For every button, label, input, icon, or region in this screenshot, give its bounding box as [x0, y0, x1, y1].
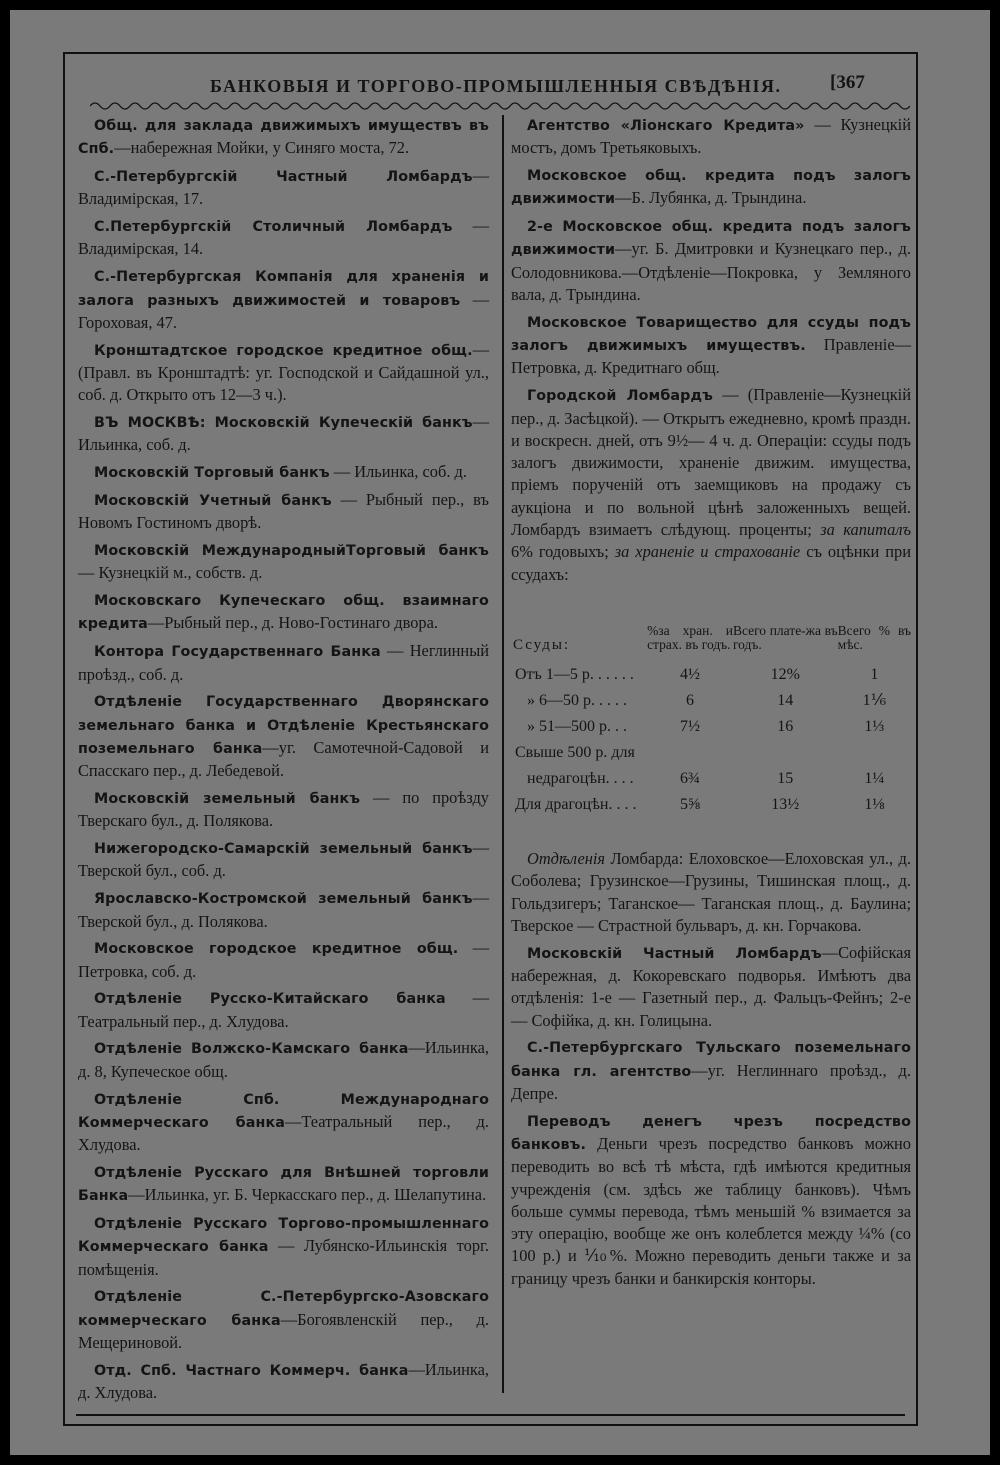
rates-cell-storage: 6¾ [680, 769, 700, 787]
rates-cell-label: » 51—500 р. . . [527, 717, 627, 735]
entry-name: Московскій МеждународныйТорговый банкъ [94, 543, 489, 560]
entry-name: Ярославско-Костромской земельный банкъ [94, 891, 473, 908]
directory-entry [78, 787, 489, 833]
rates-cell-label: Свыше 500 р. для [515, 743, 635, 761]
entry-text: —уг. Самотечной-Садовой и Спасскаго пер., д. Лебедевой. [78, 737, 489, 781]
entry-text: Правленіе— Петровка, д. Кредитнаго общ. [511, 335, 912, 378]
entry-text: —уг. Б. Дмитровки и Кузнецкаго пер., д. Солодовникова.—Отдѣленіе—Покровка, у Земляного вала, д. Трындина. [511, 239, 911, 305]
directory-entry [511, 114, 911, 160]
rates-header-loans: Ссуды: [513, 636, 571, 653]
rates-row [513, 688, 911, 714]
branches-text: Ломбарда: Елоховское—Елоховская ул., д. Соболева; Грузинское—Грузины, Тишинская площ., д. Гольдзигеръ; Таганское— Таганская площ., д. Баулина; Тверское — Страстной бульваръ, д. кн. Горчакова. [511, 848, 911, 935]
entry-text: — Кузнецкій м., собств. д. [78, 563, 263, 583]
directory-entry [78, 114, 489, 161]
entry-name: Московскій земельный банкъ [94, 791, 361, 808]
rates-row [513, 740, 911, 766]
rates-cell-year [733, 740, 838, 766]
entry-name: С.-Петербургская Компанія для храненія и залога разныхъ движимостей и товаровъ [78, 269, 489, 309]
entry-name: Нижегородско-Самарскій земельный банкъ [94, 841, 473, 858]
rates-cell-year: 12% [770, 665, 800, 683]
entry-text: съ оцѣнки при ссудахъ: [511, 542, 912, 584]
entry-name: Отд. Спб. Частнаго Коммерч. банка [94, 1362, 409, 1379]
rates-cell-label: Для драгоцѣн. . . . [515, 795, 637, 813]
directory-entry [78, 339, 489, 407]
directory-entry [78, 539, 489, 585]
rates-cell-label: » 6—50 р. . . . . [527, 691, 627, 709]
directory-entry [511, 164, 911, 211]
entry-name: Отдѣленіе Русско-Китайскаго банка [94, 991, 446, 1008]
rates-cell-year: 15 [777, 769, 794, 787]
entry-text: — Тверской бул., соб. д. [78, 838, 489, 881]
entry-text: —Богоявленскій пер., д. Мещериновой. [78, 1309, 489, 1353]
entry-name: Отдѣленіе Волжско-Камскаго банка [94, 1041, 409, 1058]
directory-entry [78, 640, 489, 686]
directory-entry [78, 461, 489, 484]
directory-entry [78, 1037, 489, 1083]
directory-entry [78, 887, 489, 933]
rates-cell-storage: 7½ [680, 717, 700, 735]
directory-entry [78, 937, 489, 983]
entry-name: ВЪ МОСКВѢ: Московскій Купеческій банкъ [94, 415, 473, 432]
entry-name: Городской Ломбардъ [527, 388, 713, 405]
entry-text: —Владимірская, 17. [78, 166, 489, 209]
entry-text: —Софійская набережная, д. Кокоревскаго подворья. Имѣютъ два отдѣленія: 1-е — Газетный пер., д. Фальцъ-Фейнъ; 2-е — Софійка, д. кн. Голицына. [511, 942, 911, 1030]
directory-entry [78, 1161, 489, 1208]
entry-text: — Тверской бул., д. Полякова. [78, 888, 489, 931]
entry-name: Отдѣленіе С.-Петербургско-Азовскаго коммерческаго банка [78, 1289, 489, 1329]
entry-text: — (Правл. въ Кронштадтѣ: уг. Господской и Сайдашной ул., соб. д. Открыто отъ 12—3 ч.). [78, 339, 489, 405]
rates-cell-storage: 6 [686, 691, 694, 709]
rates-cell-month: 1⅓ [864, 717, 885, 735]
entry-text: —Ильинка, д. Хлудова. [78, 1359, 489, 1403]
entry-name: Московскій Частный Ломбардъ [527, 945, 822, 962]
entry-text: —Ильинка, уг. Б. Черкасскаго пер., д. Шелапутина. [128, 1185, 487, 1205]
entry-text: —набережная Мойки, у Синяго моста, 72. [114, 138, 410, 158]
entry-name: Контора Государственнаго Банка [94, 644, 381, 661]
entry-name: С.-Петербургскаго Тульскаго поземельнаго банка гл. агентство [511, 1040, 911, 1080]
entry-name: Московское городское кредитное общ. [94, 941, 459, 958]
directory-entry [78, 489, 489, 535]
directory-entry [78, 165, 489, 211]
directory-entry [511, 1110, 911, 1290]
left-column [78, 114, 489, 1409]
rates-row [513, 714, 911, 740]
entry-name: Отдѣленіе Русскаго Торгово-промышленнаго Коммерческаго банка [78, 1216, 489, 1256]
rates-cell-label: недрагоцѣн. . . . [527, 769, 634, 787]
entry-italic: за капиталъ [820, 520, 912, 540]
entry-name: Московскій Учетный банкъ [94, 492, 332, 509]
rates-row [513, 792, 911, 818]
directory-entry [511, 942, 911, 1032]
entry-text: —Театральный пер., д. Хлудова. [78, 1111, 489, 1155]
entry-name: Кронштадтское городское кредитное общ. [94, 342, 473, 359]
rates-cell-year: 14 [777, 691, 794, 709]
entry-text: — Рыбный пер., въ Новомъ Гостиномъ дворѣ. [78, 489, 489, 533]
rates-cell-month: 1⅙ [862, 691, 887, 709]
entry-name: Переводъ денегъ чрезъ посредство банковъ. [511, 1113, 911, 1153]
entry-italic: за храненіе и страхованіе [614, 542, 801, 562]
entry-text: — Ильинка, соб. д. [329, 462, 467, 482]
entry-text: — Неглинный проѣзд., соб. д. [78, 641, 489, 684]
rates-cell-storage [647, 740, 733, 766]
directory-entry [511, 215, 911, 306]
right-column [511, 114, 911, 1295]
page-header [75, 72, 905, 102]
rates-row [513, 662, 911, 688]
wavy-rule [90, 100, 910, 112]
entry-name: Московскій Торговый банкъ [94, 465, 330, 482]
entry-name: Отдѣленіе Русскаго для Внѣшней торговли Банка [78, 1164, 489, 1205]
rates-row [513, 766, 911, 792]
entry-text: —уг. Неглиннаго проѣзд., д. Депре. [511, 1060, 911, 1103]
directory-entry [78, 690, 489, 782]
entry-name: Отдѣленіе Государственнаго Дворянскаго земельнаго банка и Отдѣленіе Крестьянскаго поземельнаго банка [78, 694, 489, 757]
entry-name: Общ. для заклада движимыхъ имуществъ въ Спб. [78, 118, 489, 158]
entry-text: Деньги чрезъ посредство банковъ можно переводить во всѣ тѣ мѣста, гдѣ имѣются кредитныя учрежденія (см. здѣсь же таблицу банковъ). Чѣмъ больше суммы перевода, тѣмъ меньшій % взимается за эту операцію, вообще же онъ колеблется между ¼% (со 100 р.) и ⅒%. Можно переводить деньги также и за границу чрезъ банки и банкирскія конторы. [511, 1134, 911, 1288]
directory-entry [78, 837, 489, 883]
directory-entry [78, 1088, 489, 1157]
rates-table [513, 624, 911, 818]
entry-text: —Рыбный пер., д. Ново-Гостинаго двора. [147, 613, 438, 633]
entry-name: 2-е Московское общ. кредита подъ залогъ движимости [511, 219, 911, 259]
page-title: БАНКОВЫЯ И ТОРГОВО-ПРОМЫШЛЕННЫЯ СВѢДѢНІЯ. [210, 76, 782, 96]
entry-name: С.Петербургскій Столичный Ломбардъ [94, 219, 453, 236]
entry-name: Отдѣленіе Спб. Международнаго Коммерческаго банка [78, 1091, 489, 1131]
entry-text: — Ильинка, соб. д. [78, 412, 489, 455]
bottom-rule [76, 1414, 905, 1416]
rates-cell-month: 1⅛ [864, 795, 885, 813]
directory-entry [78, 589, 489, 636]
page-number: [367 [830, 72, 865, 93]
entry-text: — Кузнецкій мостъ, домъ Третьяковыхъ. [511, 115, 911, 158]
rates-cell-year: 16 [777, 717, 794, 735]
directory-entry [511, 1036, 911, 1105]
entry-name: Московскаго Купеческаго общ. взаимнаго кредита [78, 593, 489, 633]
rates-cell-storage: 4½ [680, 665, 700, 683]
branches-entry [511, 848, 911, 937]
rates-header-storage: %за хран. и страх. въ годъ. [647, 622, 733, 652]
rates-cell-month [838, 740, 911, 766]
directory-entry [78, 1212, 489, 1281]
entry-text: — по проѣзду Тверскаго бул., д. Полякова. [78, 788, 489, 831]
entry-text: —Б. Лубянка, д. Трындина. [615, 188, 807, 208]
directory-entry [78, 987, 489, 1033]
branches-label: Отдѣленія [527, 848, 606, 868]
entry-name: Московское Товарищество для ссуды подъ залогъ движимыхъ имуществъ. [511, 314, 911, 355]
directory-entry [78, 215, 489, 261]
entry-name: С.-Петербургскій Частный Ломбардъ [94, 169, 473, 186]
entry-text: — Петровка, соб. д. [78, 938, 489, 981]
rates-header-row [513, 624, 911, 662]
entry-text: — Лубянско-Ильинскія торг. помѣщенія. [78, 1236, 489, 1279]
entry-name: Московское общ. кредита подъ залогъ движимости [511, 168, 911, 208]
rates-cell-storage: 5⅝ [680, 795, 700, 813]
entry-text: —Ильинка, д. 8, Купеческое общ. [78, 1038, 489, 1081]
entry-text: — (Правленіе—Кузнецкій пер., д. Засѣцкой). — Открытъ ежедневно, кромѣ праздн. и воскресн. дней, отъ 9½— 4 ч. д. Операціи: ссуды подъ залогъ движимости, храненіе движим. имущества, пріемъ порученій отъ заемщиковъ на продажу съ аукціона и по вольной цѣнѣ заложенныхъ вещей. Ломбардъ взимаетъ слѣдующ. проценты; [511, 385, 911, 540]
directory-entry [511, 311, 911, 380]
directory-entry [78, 1359, 489, 1405]
directory-entry [78, 1285, 489, 1354]
rates-header-month: Всего % въ мѣс. [837, 622, 911, 652]
entry-text: — Владимірская, 14. [78, 216, 489, 259]
entry-text: — Гороховая, 47. [78, 289, 489, 332]
rates-cell-year: 13½ [771, 795, 800, 813]
entry-name: Агентство «Ліонскаго Кредита» [527, 118, 805, 134]
rates-header-year: Всего плате-жа въ годъ. [732, 622, 838, 652]
directory-entry [78, 411, 489, 457]
entry-text: 6% годовыхъ; [511, 542, 615, 562]
rates-cell-label: Отъ 1—5 р. . . . . . [515, 665, 634, 683]
entry-text: — Театральный пер., д. Хлудова. [78, 988, 489, 1031]
rates-cell-month: 1 [870, 665, 879, 683]
directory-entry [78, 265, 489, 334]
column-divider [502, 115, 504, 1393]
lombard-entry [511, 384, 911, 586]
rates-cell-month: 1¼ [864, 769, 885, 787]
